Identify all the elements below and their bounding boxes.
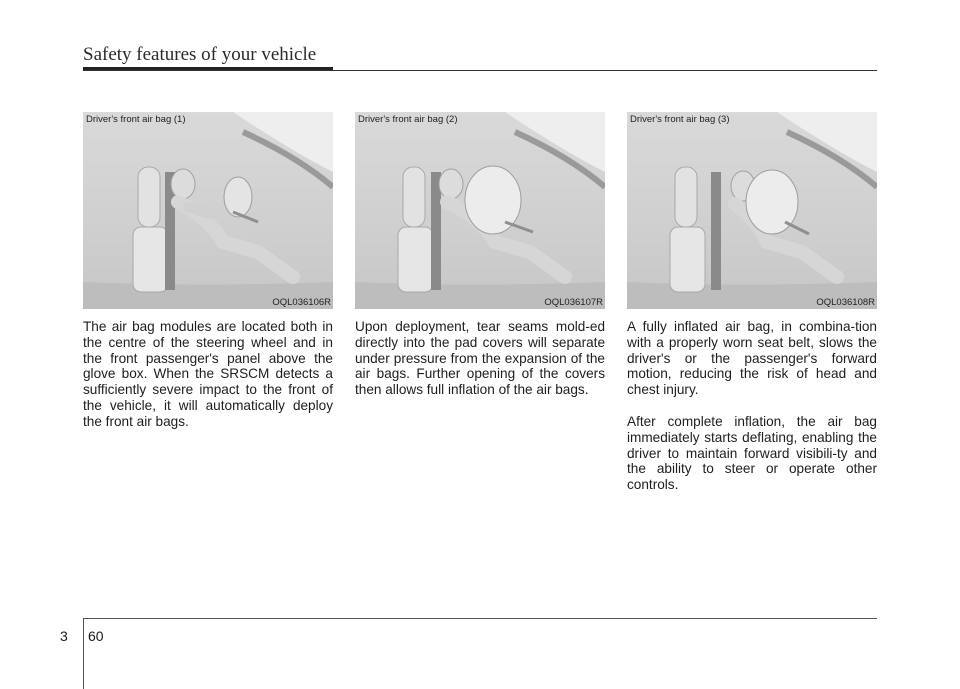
figure-caption: Driver's front air bag (2)	[358, 114, 458, 125]
chapter-number: 3	[60, 628, 68, 644]
column-2	[355, 112, 605, 414]
paragraph: After complete inflation, the air bag immediately starts deflating, enabling the driver to maintain forward visibili-ty and the ability to steer or operate other controls.	[627, 413, 877, 493]
airbag-figure-3	[627, 112, 877, 309]
column-3-text	[627, 319, 877, 493]
paragraph: A fully inflated air bag, in combina-tion with a properly worn seat belt, slows the driver's or the passenger's forward motion, reducing the risk of head and chest injury.	[627, 319, 877, 398]
footer-rule	[83, 618, 877, 619]
page-number: 60	[88, 628, 104, 644]
airbag-figure-1	[83, 112, 333, 309]
header-rule	[83, 70, 877, 71]
figure-caption: Driver's front air bag (1)	[86, 114, 186, 125]
paragraph: Upon deployment, tear seams mold-ed directly into the pad covers will separate under pressure from the expansion of the air bags. Further opening of the covers then allows full inflation of the air bags.	[355, 319, 605, 398]
column-1-text	[83, 319, 333, 430]
airbag-figure-2	[355, 112, 605, 309]
column-3	[627, 112, 877, 509]
airbag-illustration-3	[627, 112, 877, 309]
column-1	[83, 112, 333, 446]
column-2-text	[355, 319, 605, 398]
figure-code: OQL036108R	[816, 297, 875, 308]
footer-divider	[83, 618, 84, 689]
figure-code: OQL036107R	[544, 297, 603, 308]
paragraph: The air bag modules are located both in the centre of the steering wheel and in the front passenger's panel above the glove box. When the SRSCM detects a sufficiently severe impact to the front of the vehicle, it will automatically deploy the front air bags.	[83, 319, 333, 429]
airbag-illustration-1	[83, 112, 333, 309]
airbag-illustration-2	[355, 112, 605, 309]
page-section-title: Safety features of your vehicle	[83, 44, 317, 65]
figure-caption: Driver's front air bag (3)	[630, 114, 730, 125]
figure-code: OQL036106R	[272, 297, 331, 308]
